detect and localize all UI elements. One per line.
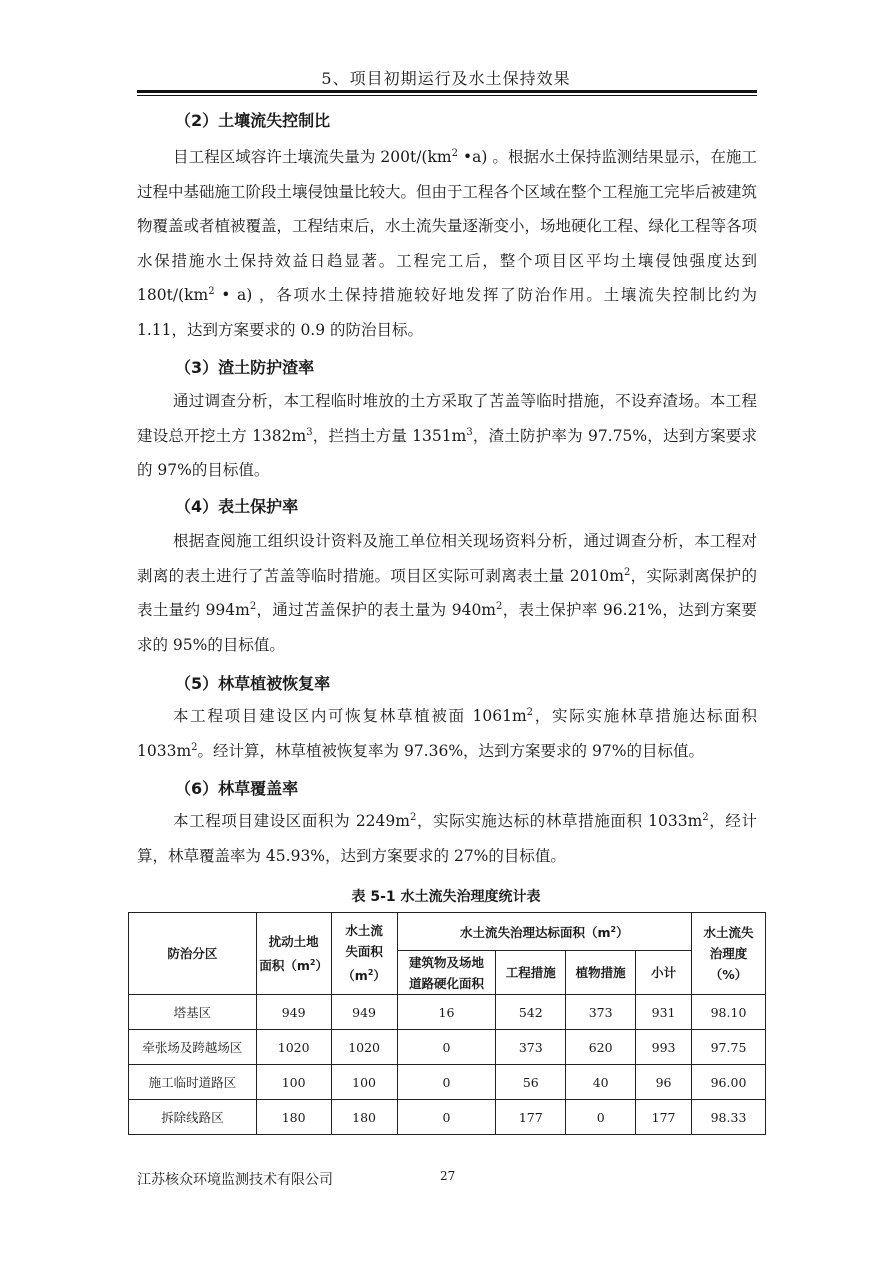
table-title: 表 5-1 水土流失治理度统计表 xyxy=(351,889,541,905)
cell-zone: 施工临时道路区 xyxy=(129,1065,257,1100)
header-treatment-degree: 水土流失 治理度 （%） xyxy=(692,913,766,995)
cell-loss-area: 100 xyxy=(331,1065,397,1100)
header-rule-thick xyxy=(137,90,757,93)
section-heading: （4）表土保护率 xyxy=(175,497,299,516)
cell-building-area: 16 xyxy=(397,995,496,1030)
header-loss-area: 水土流 失面积 $(m^2)$ xyxy=(331,913,397,995)
table-row xyxy=(129,1030,766,1065)
section-paragraph: 本工程项目建设区内可恢复林草植被面 $1061m^2$，实际实施林草措施达标面积 $1033m^2$。经计算，林草植被恢复率为 97.36%，达到方案要求的 97%的目标值。 xyxy=(137,707,757,760)
cell-zone: 塔基区 xyxy=(129,995,257,1030)
header-treated-area-group: 水土流失治理达标面积$(m^2)$ xyxy=(397,913,691,951)
section-paragraph: 目工程区域容许土壤流失量为 $200t/(km^2$ •a) 。根据水土保持监测结果显示，在施工过程中基础施工阶段土壤侵蚀量比较大。但由于工程各个区域在整个工程施工完毕后被建筑物覆盖或者植被覆盖，工程结束后，水土流失量逐渐变小，场地硬化工程、绿化工程等各项水保措施水土保持效益日趋显著。工程完工后，整个项目区平均土壤侵蚀强度达到 $180t/(km^2$ • a) ，各项水土保持措施较好地发挥了防治作用。土壤流失控制比约为 1.11，达到方案要求的 0.9 的防治目标。 xyxy=(137,148,758,339)
section-paragraph: 根据查阅施工组织设计资料及施工单位相关现场资料分析，通过调查分析，本工程对剥离的表土进行了苫盖等临时措施。项目区实际可剥离表土量 $2010m^2$，实际剥离保护的表土量约 $994m^2$，通过苫盖保护的表土量为 $940m^2$，表土保护率 96.21%，达到方案要求的 95%的目标值。 xyxy=(137,532,757,654)
cell-degree: 97.75 xyxy=(692,1030,766,1065)
cell-building-area: 0 xyxy=(397,1030,496,1065)
cell-engineering: 177 xyxy=(496,1100,566,1135)
cell-degree: 98.10 xyxy=(692,995,766,1030)
section-heading: （6）林草覆盖率 xyxy=(175,779,299,798)
erosion-control-table xyxy=(128,912,766,1135)
cell-subtotal: 993 xyxy=(636,1030,692,1065)
header-rule-thin xyxy=(137,95,757,96)
cell-subtotal: 96 xyxy=(636,1065,692,1100)
cell-disturbed-area: 180 xyxy=(256,1100,331,1135)
page-header-title: 5、项目初期运行及水土保持效果 xyxy=(321,69,571,88)
cell-loss-area: 180 xyxy=(331,1100,397,1135)
cell-building-area: 0 xyxy=(397,1065,496,1100)
header-plant: 植物措施 xyxy=(566,951,636,995)
header-zone: 防治分区 xyxy=(129,913,257,995)
header-building-area: 建筑物及场地 道路硬化面积 xyxy=(397,951,496,995)
cell-degree: 96.00 xyxy=(692,1065,766,1100)
cell-loss-area: 949 xyxy=(331,995,397,1030)
section-heading: （5）林草植被恢复率 xyxy=(175,674,331,693)
table-row xyxy=(129,1100,766,1135)
header-subtotal: 小计 xyxy=(636,951,692,995)
cell-zone: 拆除线路区 xyxy=(129,1100,257,1135)
cell-engineering: 373 xyxy=(496,1030,566,1065)
table-row xyxy=(129,995,766,1030)
cell-disturbed-area: 949 xyxy=(256,995,331,1030)
section-paragraph: 本工程项目建设区面积为 $2249m^2$，实际实施达标的林草措施面积 $1033m^2$，经计算，林草覆盖率为 45.93%，达到方案要求的 27%的目标值。 xyxy=(137,812,757,865)
section-heading: （3）渣土防护渣率 xyxy=(175,358,315,377)
section-heading: （2）土壤流失控制比 xyxy=(175,111,331,130)
cell-subtotal: 177 xyxy=(636,1100,692,1135)
cell-disturbed-area: 1020 xyxy=(256,1030,331,1065)
cell-building-area: 0 xyxy=(397,1100,496,1135)
cell-plant: 373 xyxy=(566,995,636,1030)
cell-engineering: 56 xyxy=(496,1065,566,1100)
cell-zone: 牵张场及跨越场区 xyxy=(129,1030,257,1065)
cell-degree: 98.33 xyxy=(692,1100,766,1135)
page-number: 27 xyxy=(440,1169,456,1183)
table-row xyxy=(129,1065,766,1100)
header-disturbed-area: 扰动土地 面积$(m^2)$ xyxy=(256,913,331,995)
cell-plant: 620 xyxy=(566,1030,636,1065)
cell-subtotal: 931 xyxy=(636,995,692,1030)
cell-disturbed-area: 100 xyxy=(256,1065,331,1100)
cell-loss-area: 1020 xyxy=(331,1030,397,1065)
footer-company: 江苏核众环境监测技术有限公司 xyxy=(137,1172,333,1188)
cell-engineering: 542 xyxy=(496,995,566,1030)
cell-plant: 0 xyxy=(566,1100,636,1135)
section-paragraph: 通过调查分析，本工程临时堆放的土方采取了苫盖等临时措施，不设弃渣场。本工程建设总开挖土方 $1382m^3$，拦挡土方量 $1351m^3$，渣土防护率为 97.75%，达到方案要求的 97%的目标值。 xyxy=(137,392,757,480)
cell-plant: 40 xyxy=(566,1065,636,1100)
header-engineering: 工程措施 xyxy=(496,951,566,995)
